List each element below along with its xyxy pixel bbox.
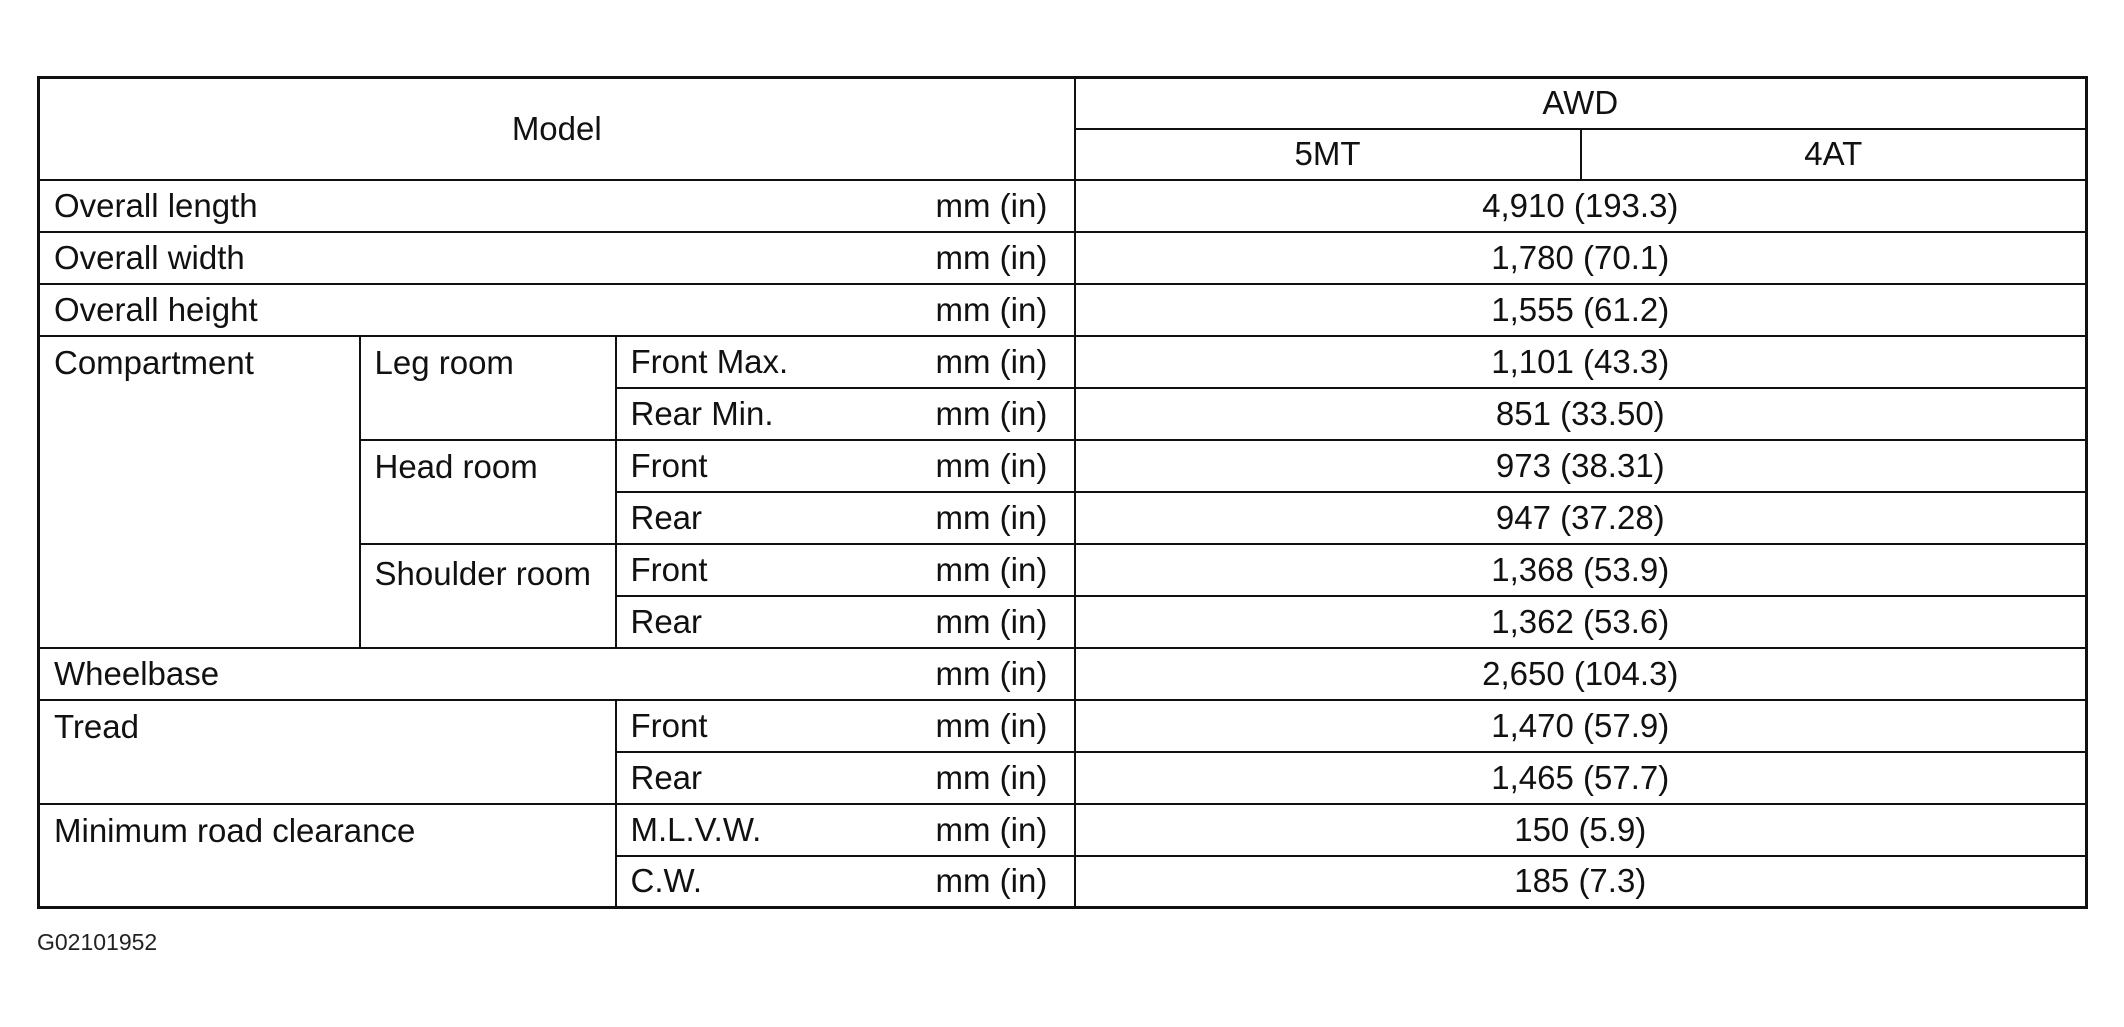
value-tread-front: 1,470 (57.9) bbox=[1075, 700, 2087, 752]
unit-label: mm (in) bbox=[936, 232, 1075, 284]
row-label-minimum-road-clearance: Minimum road clearance bbox=[39, 804, 616, 908]
value-tread-rear: 1,465 (57.7) bbox=[1075, 752, 2087, 804]
row-label-rear: Rear bbox=[616, 596, 936, 648]
row-label-front: Front bbox=[616, 700, 936, 752]
row-label-rear-min: Rear Min. bbox=[616, 388, 936, 440]
row-label-tread: Tread bbox=[39, 700, 616, 804]
table-row-overall-height bbox=[39, 284, 2087, 336]
unit-label: mm (in) bbox=[936, 336, 1075, 388]
row-label-leg-room: Leg room bbox=[360, 336, 616, 440]
unit-label: mm (in) bbox=[936, 648, 1075, 700]
table-row-leg-room-front bbox=[39, 336, 2087, 388]
table-row-tread-front bbox=[39, 700, 2087, 752]
unit-label: mm (in) bbox=[936, 544, 1075, 596]
dimensions-spec-table bbox=[37, 76, 2088, 909]
drive-header-awd: AWD bbox=[1075, 78, 2087, 129]
value-wheelbase: 2,650 (104.3) bbox=[1075, 648, 2087, 700]
value-head-room-rear: 947 (37.28) bbox=[1075, 492, 2087, 544]
unit-label: mm (in) bbox=[936, 180, 1075, 232]
unit-label: mm (in) bbox=[936, 752, 1075, 804]
table-row-wheelbase bbox=[39, 648, 2087, 700]
row-label-overall-height: Overall height bbox=[39, 284, 936, 336]
value-overall-height: 1,555 (61.2) bbox=[1075, 284, 2087, 336]
value-clearance-cw: 185 (7.3) bbox=[1075, 856, 2087, 908]
row-label-cw: C.W. bbox=[616, 856, 936, 908]
value-leg-room-rear-min: 851 (33.50) bbox=[1075, 388, 2087, 440]
model-header: Model bbox=[39, 78, 1075, 180]
row-label-front: Front bbox=[616, 544, 936, 596]
row-label-overall-length: Overall length bbox=[39, 180, 936, 232]
unit-label: mm (in) bbox=[936, 492, 1075, 544]
row-label-rear: Rear bbox=[616, 492, 936, 544]
transmission-header-4at: 4AT bbox=[1581, 129, 2087, 180]
row-label-head-room: Head room bbox=[360, 440, 616, 544]
table-row-overall-length bbox=[39, 180, 2087, 232]
unit-label: mm (in) bbox=[936, 284, 1075, 336]
row-label-rear: Rear bbox=[616, 752, 936, 804]
row-label-front: Front bbox=[616, 440, 936, 492]
value-shoulder-room-front: 1,368 (53.9) bbox=[1075, 544, 2087, 596]
transmission-header-5mt: 5MT bbox=[1075, 129, 1581, 180]
value-shoulder-room-rear: 1,362 (53.6) bbox=[1075, 596, 2087, 648]
header-row-drive bbox=[39, 78, 2087, 129]
table-row-clearance-mlvw bbox=[39, 804, 2087, 856]
value-overall-length: 4,910 (193.3) bbox=[1075, 180, 2087, 232]
row-label-mlvw: M.L.V.W. bbox=[616, 804, 936, 856]
unit-label: mm (in) bbox=[936, 856, 1075, 908]
row-label-wheelbase: Wheelbase bbox=[39, 648, 936, 700]
row-label-overall-width: Overall width bbox=[39, 232, 936, 284]
unit-label: mm (in) bbox=[936, 596, 1075, 648]
table-row-overall-width bbox=[39, 232, 2087, 284]
row-label-front-max: Front Max. bbox=[616, 336, 936, 388]
value-head-room-front: 973 (38.31) bbox=[1075, 440, 2087, 492]
unit-label: mm (in) bbox=[936, 700, 1075, 752]
unit-label: mm (in) bbox=[936, 804, 1075, 856]
unit-label: mm (in) bbox=[936, 388, 1075, 440]
value-overall-width: 1,780 (70.1) bbox=[1075, 232, 2087, 284]
row-label-shoulder-room: Shoulder room bbox=[360, 544, 616, 648]
unit-label: mm (in) bbox=[936, 440, 1075, 492]
figure-code: G02101952 bbox=[37, 929, 158, 955]
value-clearance-mlvw: 150 (5.9) bbox=[1075, 804, 2087, 856]
row-label-compartment: Compartment bbox=[39, 336, 360, 648]
value-leg-room-front-max: 1,101 (43.3) bbox=[1075, 336, 2087, 388]
